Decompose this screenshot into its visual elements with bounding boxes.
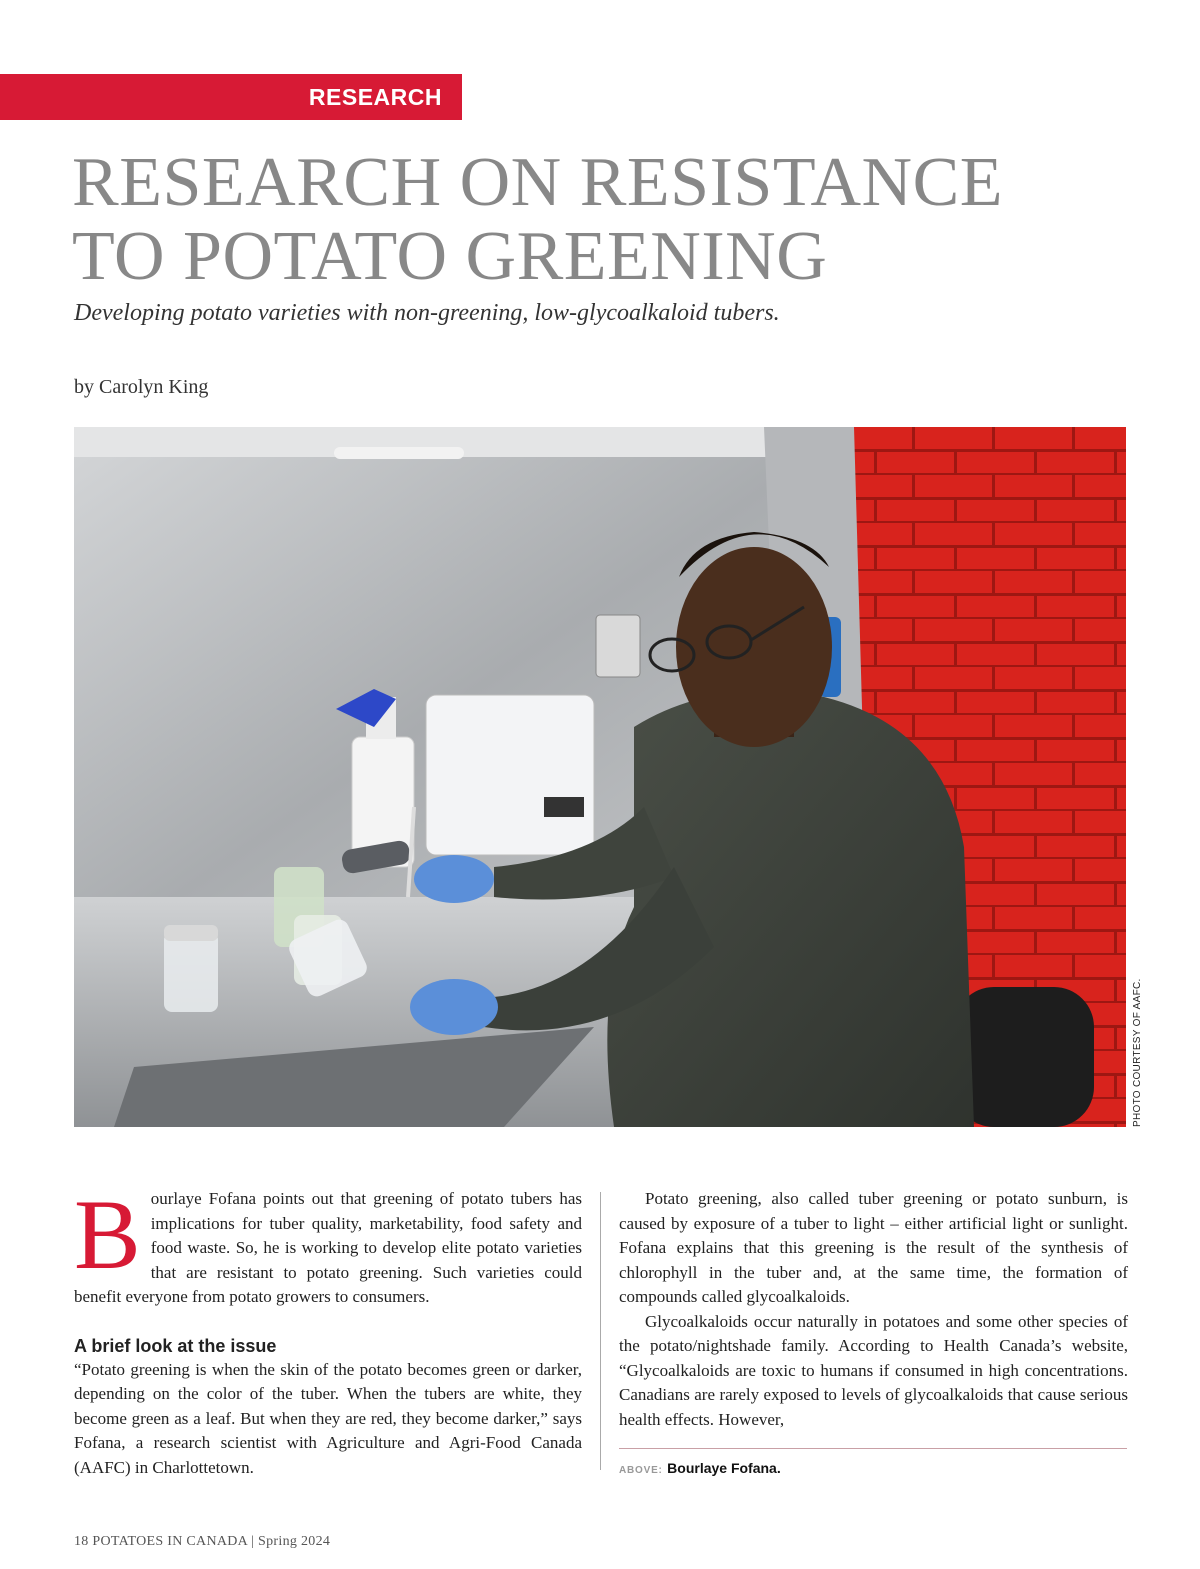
column-divider	[600, 1192, 601, 1470]
opening-paragraph	[74, 1179, 582, 1310]
caption-text: Bourlaye Fofana.	[667, 1460, 781, 1476]
paragraph-4: Glycoalkaloids occur naturally in potatoes and some other species of the potato/nightshade family. According to Health Canada’s website, “Glycoalkaloids are toxic to humans if consumed in high concentrations. Canadians are rarely exposed to levels of glycoalkaloids that cause serious health effects. However,	[619, 1311, 1128, 1429]
paragraph-1-text: ourlaye Fofana points out that greening of potato tubers has implications for tuber quality, marketability, food safety and food waste. So, he is working to develop elite potato varieties that are resistant to potato greening. Such varieties could benefit everyone from potato growers to consumers.	[74, 1189, 582, 1306]
lab-scene-illustration	[74, 427, 1126, 1127]
headline	[72, 146, 1152, 294]
byline: by Carolyn King	[74, 376, 209, 398]
photo-credit: PHOTO COURTESY OF AAFC.	[1132, 978, 1143, 1127]
photo-caption	[619, 1460, 781, 1478]
page-folio: 18 POTATOES IN CANADA | Spring 2024	[74, 1534, 331, 1549]
caption-rule	[619, 1448, 1127, 1449]
subhead: A brief look at the issue	[74, 1335, 277, 1356]
section-tag	[0, 74, 462, 120]
lead-photo	[74, 427, 1126, 1127]
paragraph-3: Potato greening, also called tuber greening or potato sunburn, is caused by exposure of a tuber to light – either artificial light or sunlight. Fofana explains that this greening is the result of the synthesis of chlorophyll in the tuber and, at the same time, the formation of compounds called glycoalkaloids.	[619, 1189, 1128, 1306]
headline-line1: RESEARCH ON RESISTANCE	[72, 144, 1004, 221]
deck: Developing potato varieties with non-greening, low-glycoalkaloid tubers.	[74, 300, 780, 326]
body-column-right	[619, 1187, 1128, 1432]
body-column-left	[74, 1179, 582, 1480]
headline-line2: TO POTATO GREENING	[72, 218, 828, 295]
caption-label: ABOVE:	[619, 1465, 663, 1476]
section-label: RESEARCH	[308, 83, 442, 110]
drop-cap: B	[74, 1179, 141, 1290]
paragraph-2: “Potato greening is when the skin of the potato becomes green or darker, depending on the color of the tuber. When the tubers are white, they become green as a leaf. But when they are red, they become darker,” says Fofana, a research scientist with Agriculture and Agri-Food Canada (AAFC) in Charlottetown.	[74, 1359, 582, 1477]
